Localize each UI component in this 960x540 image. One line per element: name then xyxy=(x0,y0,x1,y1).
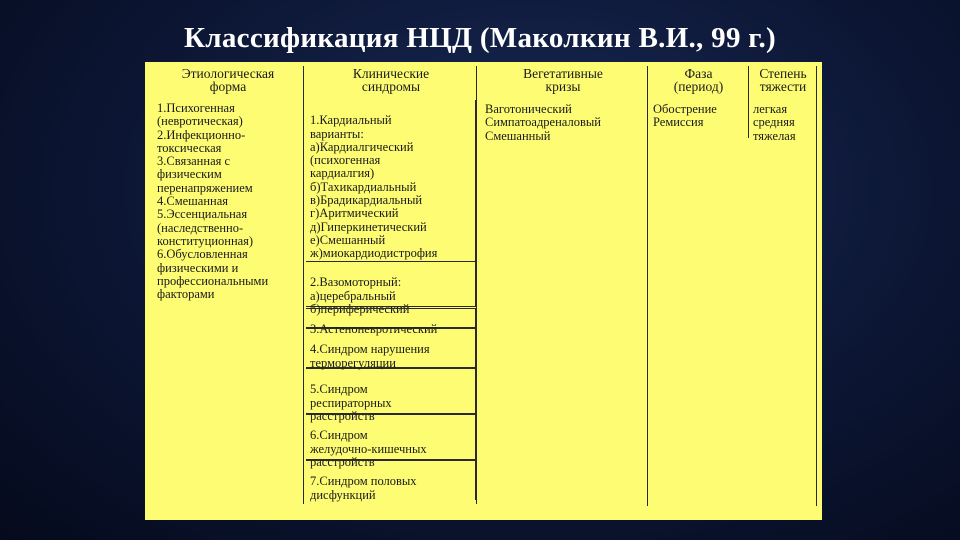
column-divider xyxy=(816,66,817,506)
phase-list: Обострение Ремиссия xyxy=(653,102,717,130)
header-etiology: Этиологическая форма xyxy=(181,66,275,94)
crises-list: Ваготонический Симпатоадреналовый Смешанный xyxy=(485,102,601,143)
column-divider xyxy=(647,66,648,506)
syndrome-label: 7.Синдром половых дисфункций xyxy=(310,474,417,502)
syndrome-label: 1.Кардиальный варианты: а)Кардиалгический (психогенная кардиалгия) б)Тахикардиальный в)Брадикардиальный г)Аритмический д)Гиперкинетический е)Смешанный ж)миокардиодистрофия xyxy=(310,113,438,261)
syndrome-label: 5.Синдром респираторных расстройств xyxy=(310,382,392,423)
classification-table xyxy=(145,62,822,520)
header-severity: Степень тяжести xyxy=(759,66,807,94)
column-divider xyxy=(476,66,477,504)
header-crises: Вегетативные кризы xyxy=(523,66,603,94)
syndrome-thermoregulation xyxy=(306,328,476,368)
column-divider xyxy=(303,66,304,504)
syndrome-respiratory xyxy=(306,368,476,423)
syndrome-vasomotor xyxy=(306,261,476,316)
severity-list: легкая средняя тяжелая xyxy=(753,102,796,143)
column-divider xyxy=(748,66,749,138)
syndrome-sexual xyxy=(306,460,476,500)
syndrome-label: 6.Синдром желудочно-кишечных расстройств xyxy=(310,428,427,469)
syndrome-label: 3.Астеноневротический xyxy=(310,322,438,337)
syndrome-label: 4.Синдром нарушения терморегуляции xyxy=(310,342,430,370)
header-syndromes: Клинические синдромы xyxy=(352,66,430,94)
header-phase: Фаза (период) xyxy=(673,66,724,94)
syndrome-label: 2.Вазомоторный: а)церебральный б)периферический xyxy=(310,275,410,316)
syndrome-cardiac xyxy=(306,100,476,262)
syndrome-gastrointestinal xyxy=(306,414,476,469)
slide-title: Классификация НЦД (Маколкин В.И., 99 г.) xyxy=(183,22,777,54)
syndrome-asthenoneurotic xyxy=(306,308,476,337)
etiology-list: 1.Психогенная (невротическая) 2.Инфекционно- токсическая 3.Связанная с физическим перенапряжением 4.Смешанная 5.Эссенциальная (наследственно- конституционная) 6.Обусловленная физическими и профессиональными факторами xyxy=(157,101,269,302)
